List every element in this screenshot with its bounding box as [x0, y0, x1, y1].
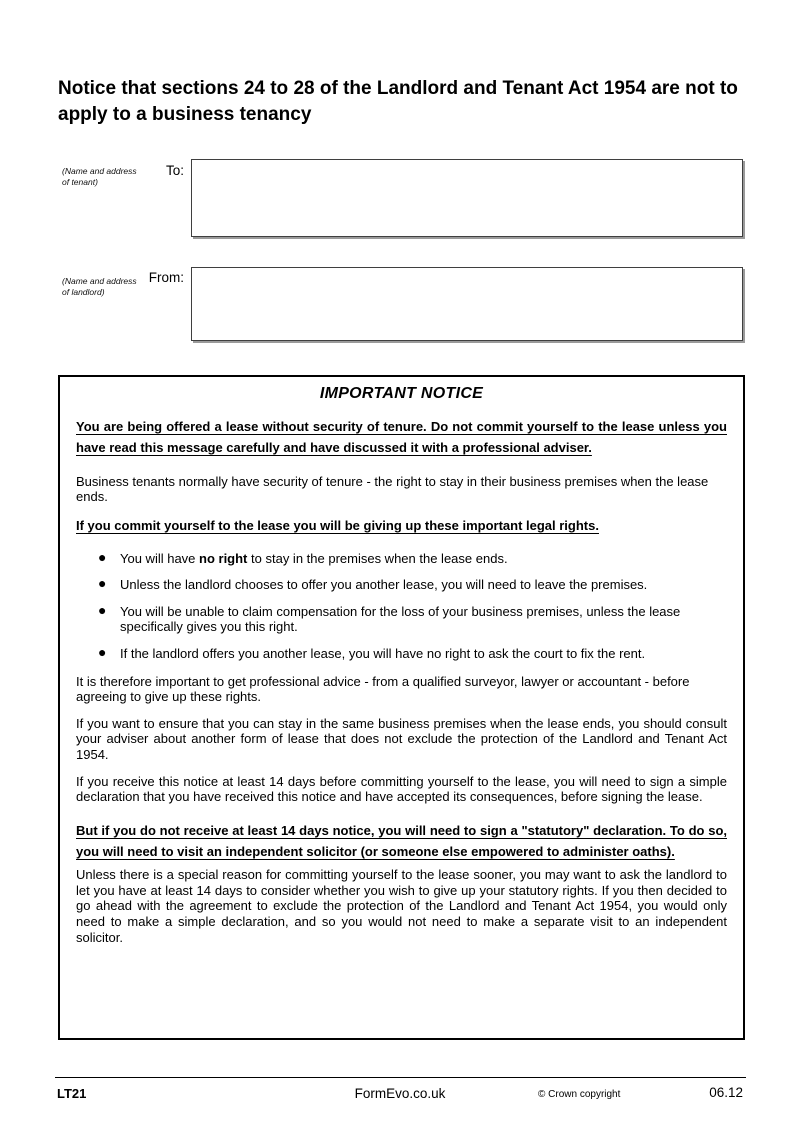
tenant-address-field[interactable] — [192, 160, 742, 236]
para-professional-advice: It is therefore important to get professional advice - from a qualified surveyor, lawyer or accountant - before agreeing to give up these rights. — [76, 673, 690, 705]
warning-statutory-declaration: But if you do not receive at least 14 days notice, you will need to sign a "statutory" declaration. To do so, you will need to visit an independent solicitor (or someone else empowered to administer oaths). — [76, 822, 727, 859]
page-title: Notice that sections 24 to 28 of the Landlord and Tenant Act 1954 are not to apply to a business tenancy — [58, 78, 738, 125]
rights-bullet-list — [76, 548, 727, 662]
warning-giving-up-rights: If you commit yourself to the lease you will be giving up these important legal rights. — [76, 517, 599, 533]
notice-heading: IMPORTANT NOTICE — [319, 385, 484, 402]
bullet-icon: ● — [98, 548, 107, 565]
list-item — [98, 548, 727, 567]
warning-security-of-tenure: You are being offered a lease without security of tenure. Do not commit yourself to the lease unless you have read this message carefully and have discussed it with a professional adviser. — [76, 419, 727, 455]
bullet-text: You will be unable to claim compensation for the loss of your business premises, unless the lease specifically gives you this right. — [120, 603, 681, 635]
footer-copyright: © Crown copyright — [538, 1089, 621, 1100]
bullet-text-post: to stay in the premises when the lease ends. — [247, 550, 508, 566]
footer-version: 06.12 — [709, 1085, 743, 1100]
para-14-days-declaration: If you receive this notice at least 14 days before committing yourself to the lease, you will need to sign a simple declaration that you have received this notice and have accepted its consequences, before signing the lease. — [76, 773, 727, 805]
footer-form-code: LT21 — [57, 1086, 87, 1101]
para-stay-premises: If you want to ensure that you can stay in the same business premises when the lease ends, you should consult your adviser about another form of lease that does not exclude the protection of the Landlord and Tenant Act 1954. — [76, 715, 727, 762]
from-label: From: — [148, 270, 184, 285]
bullet-icon: ● — [98, 575, 107, 592]
footer-divider — [55, 1077, 746, 1078]
landlord-side-note: (Name and address of landlord) — [62, 276, 137, 297]
to-label: To: — [165, 163, 184, 178]
tenant-address-box — [191, 159, 743, 237]
bullet-icon: ● — [98, 601, 107, 618]
bullet-text-bold: no right — [199, 550, 248, 566]
tenant-side-note: (Name and address of tenant) — [62, 166, 137, 187]
para-security-explain: Business tenants normally have security of tenure - the right to stay in their business premises when the lease ends. — [76, 473, 709, 505]
landlord-address-box — [191, 267, 743, 341]
para-special-reason: Unless there is a special reason for committing yourself to the lease sooner, you may want to ask the landlord to let you have at least 14 days to consider whether you wish to give up your statutory rights. If you then decided to go ahead with the agreement to exclude the protection of the Landlord and Tenant Act 1954, you would only need to make a simple declaration, and so you would not need to make a separate visit to an independent solicitor. — [76, 867, 727, 945]
bullet-text: Unless the landlord chooses to offer you another lease, you will need to leave the premises. — [120, 577, 648, 593]
important-notice-box — [58, 375, 745, 1040]
footer-brand: FormEvo.co.uk — [354, 1086, 446, 1101]
bullet-icon: ● — [98, 643, 107, 660]
bullet-text: If the landlord offers you another lease, you will have no right to ask the court to fix the rent. — [120, 645, 646, 661]
list-item — [98, 575, 727, 593]
bullet-text-pre: You will have — [120, 550, 200, 566]
landlord-address-field[interactable] — [192, 268, 742, 340]
list-item — [98, 601, 727, 635]
list-item — [98, 643, 727, 662]
